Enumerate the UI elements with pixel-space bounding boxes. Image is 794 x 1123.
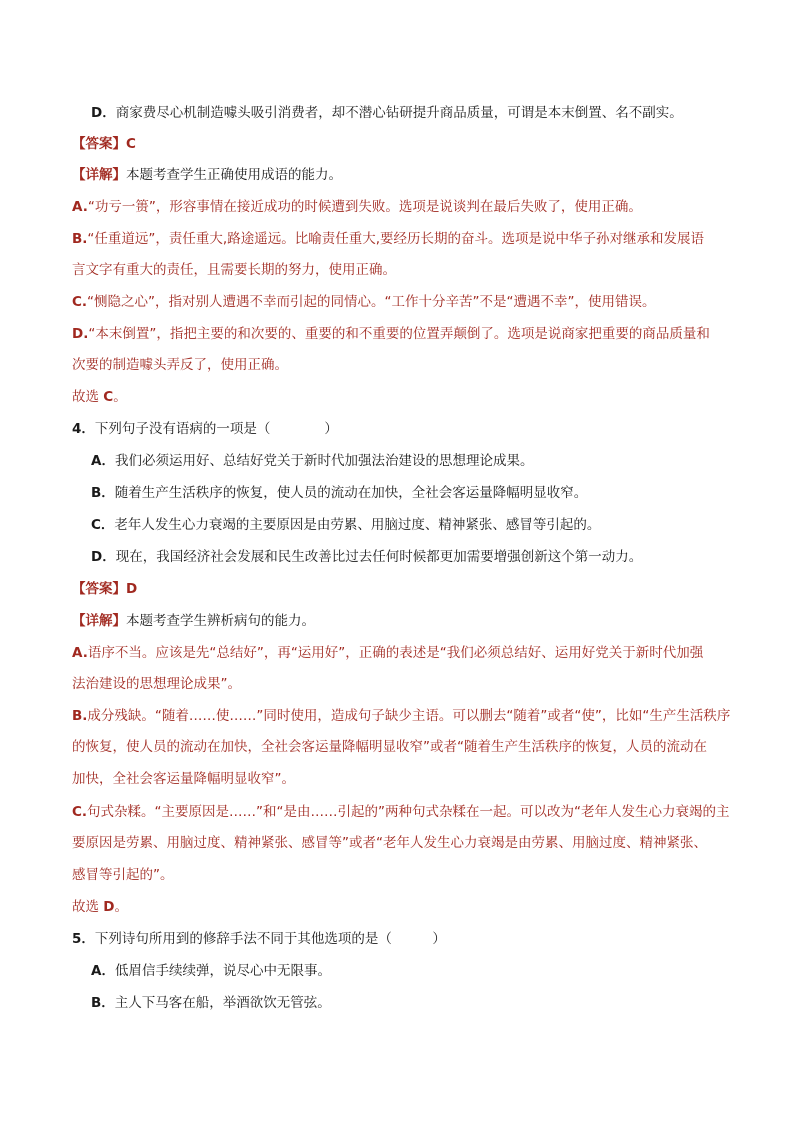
- explanation-letter: B.: [72, 708, 88, 724]
- q4-stem: [72, 420, 338, 438]
- option-letter: B．: [91, 995, 115, 1011]
- option-letter: B．: [91, 485, 115, 501]
- q3-explanation-d: [72, 325, 710, 343]
- q3-detail: [72, 166, 342, 184]
- explanation-letter: D.: [72, 326, 89, 342]
- option-letter: C．: [91, 517, 115, 533]
- q3-explanation-d-cont: [72, 356, 288, 374]
- option-text: 随着生产生活秩序的恢复，使人员的流动在加快，全社会客运量降幅明显收窄。: [114, 485, 588, 501]
- q4-option-a: [91, 452, 533, 470]
- q4-option-c: [91, 516, 600, 534]
- q3-explanation-c: [72, 293, 656, 311]
- explanation-text: “恻隐之心”，指对别人遭遇不幸而引起的同情心。“工作十分辛苦”不是“遭遇不幸”，使用错误。: [87, 294, 656, 310]
- answer-value: D: [126, 581, 138, 597]
- q5-option-a: [91, 962, 331, 980]
- choice-prefix: 故选: [72, 389, 104, 405]
- q3-explanation-b-cont: [72, 261, 396, 279]
- q5-option-b: [91, 994, 331, 1012]
- option-letter: A．: [91, 453, 115, 469]
- detail-bracket-open: 【: [72, 613, 86, 629]
- question-number: 5．: [72, 931, 95, 947]
- q4-explanation-b-cont2: [72, 770, 295, 788]
- explanation-text: 成分残缺。“随着……使……”同时使用，造成句子缺少主语。可以删去“随着”或者“使”，比如“生产生活秩序: [87, 708, 731, 724]
- choice-value: D: [103, 899, 115, 915]
- answer-bracket-close: 】: [112, 581, 126, 597]
- q4-option-d: [91, 548, 642, 566]
- q3-final-choice: [72, 388, 127, 406]
- q3-answer: [72, 135, 136, 153]
- explanation-letter: B.: [72, 231, 88, 247]
- question-stem: 下列句子没有语病的一项是（ ）: [94, 421, 338, 437]
- detail-text: 本题考查学生辨析病句的能力。: [126, 613, 315, 629]
- option-text: 主人下马客在船，举酒欲饮无管弦。: [114, 995, 331, 1011]
- q4-detail: [72, 612, 315, 630]
- explanation-text: 次要的制造噱头弄反了，使用正确。: [72, 357, 288, 373]
- answer-value: C: [126, 136, 136, 152]
- choice-suffix: 。: [113, 389, 127, 405]
- explanation-letter: A.: [72, 645, 88, 661]
- explanation-letter: C.: [72, 804, 88, 820]
- q4-explanation-c-cont2: [72, 866, 174, 884]
- detail-text: 本题考查学生正确使用成语的能力。: [126, 167, 342, 183]
- answer-label: 答案: [85, 136, 113, 152]
- q4-explanation-a: [72, 644, 703, 662]
- q4-explanation-b-cont1: [72, 738, 707, 756]
- option-text: 低眉信手续续弹，说尽心中无限事。: [114, 963, 331, 979]
- q3-option-d: [91, 104, 683, 122]
- explanation-text: 句式杂糅。“主要原因是……”和“是由……引起的”两种句式杂糅在一起。可以改为“老年人发生心力衰竭的主: [87, 804, 730, 820]
- option-text: 我们必须运用好、总结好党关于新时代加强法治建设的思想理论成果。: [114, 453, 534, 469]
- detail-label: 详解: [85, 167, 113, 183]
- choice-prefix: 故选: [72, 899, 104, 915]
- q4-explanation-c-cont1: [72, 834, 707, 852]
- explanation-text: 语序不当。应该是先“总结好”，再“运用好”，正确的表述是“我们必须总结好、运用好党关于新时代加强: [87, 645, 704, 661]
- choice-suffix: 。: [114, 899, 129, 915]
- q4-answer: [72, 580, 137, 598]
- q4-explanation-b: [72, 707, 730, 725]
- explanation-text: 感冒等引起的”。: [72, 867, 174, 883]
- option-text: 现在，我国经济社会发展和民生改善比过去任何时候都更加需要增强创新这个第一动力。: [115, 549, 643, 565]
- q4-final-choice: [72, 898, 128, 916]
- answer-label: 答案: [85, 581, 113, 597]
- answer-bracket-open: 【: [72, 581, 86, 597]
- question-number: 4．: [72, 421, 95, 437]
- q4-explanation-a-cont: [72, 675, 241, 693]
- option-letter: A．: [91, 963, 115, 979]
- explanation-text: 的恢复，使人员的流动在加快，全社会客运量降幅明显收窄”或者“随着生产生活秩序的恢复，人员的流动在: [72, 739, 707, 755]
- detail-bracket-open: 【: [72, 167, 86, 183]
- option-text: 商家费尽心机制造噱头吸引消费者，却不潜心钻研提升商品质量，可谓是本末倒置、名不副实。: [115, 105, 683, 121]
- explanation-text: 要原因是劳累、用脑过度、精神紧张、感冒等”或者“老年人发生心力衰竭是由劳累、用脑过度、精神紧张、: [72, 835, 707, 851]
- detail-bracket-close: 】: [112, 167, 126, 183]
- option-text: 老年人发生心力衰竭的主要原因是由劳累、用脑过度、精神紧张、感冒等引起的。: [114, 517, 601, 533]
- answer-bracket-open: 【: [72, 136, 86, 152]
- explanation-text: 言文字有重大的责任，且需要长期的努力，使用正确。: [72, 262, 396, 278]
- q5-stem: [72, 930, 446, 948]
- option-letter: D．: [91, 105, 116, 121]
- q3-explanation-a: [72, 198, 642, 216]
- option-letter: D．: [91, 549, 116, 565]
- explanation-text: “本末倒置”，指把主要的和次要的、重要的和不重要的位置弄颠倒了。选项是说商家把重要的商品质量和: [88, 326, 710, 342]
- detail-bracket-close: 】: [112, 613, 126, 629]
- detail-label: 详解: [85, 613, 113, 629]
- q3-explanation-b: [72, 230, 704, 248]
- choice-value: C: [103, 389, 114, 405]
- explanation-text: “功亏一篑”，形容事情在接近成功的时候遭到失败。选项是说谈判在最后失败了，使用正确。: [87, 199, 642, 215]
- explanation-text: “任重道远”，责任重大,路途遥远。比喻责任重大,要经历长期的奋斗。选项是说中华子孙对继承和发展语: [87, 231, 704, 247]
- q4-explanation-c: [72, 803, 730, 821]
- answer-bracket-close: 】: [112, 136, 126, 152]
- explanation-letter: A.: [72, 199, 88, 215]
- explanation-letter: C.: [72, 294, 88, 310]
- explanation-text: 加快，全社会客运量降幅明显收窄”。: [72, 771, 295, 787]
- explanation-text: 法治建设的思想理论成果”。: [72, 676, 241, 692]
- question-stem: 下列诗句所用到的修辞手法不同于其他选项的是（ ）: [94, 931, 446, 947]
- q4-option-b: [91, 484, 587, 502]
